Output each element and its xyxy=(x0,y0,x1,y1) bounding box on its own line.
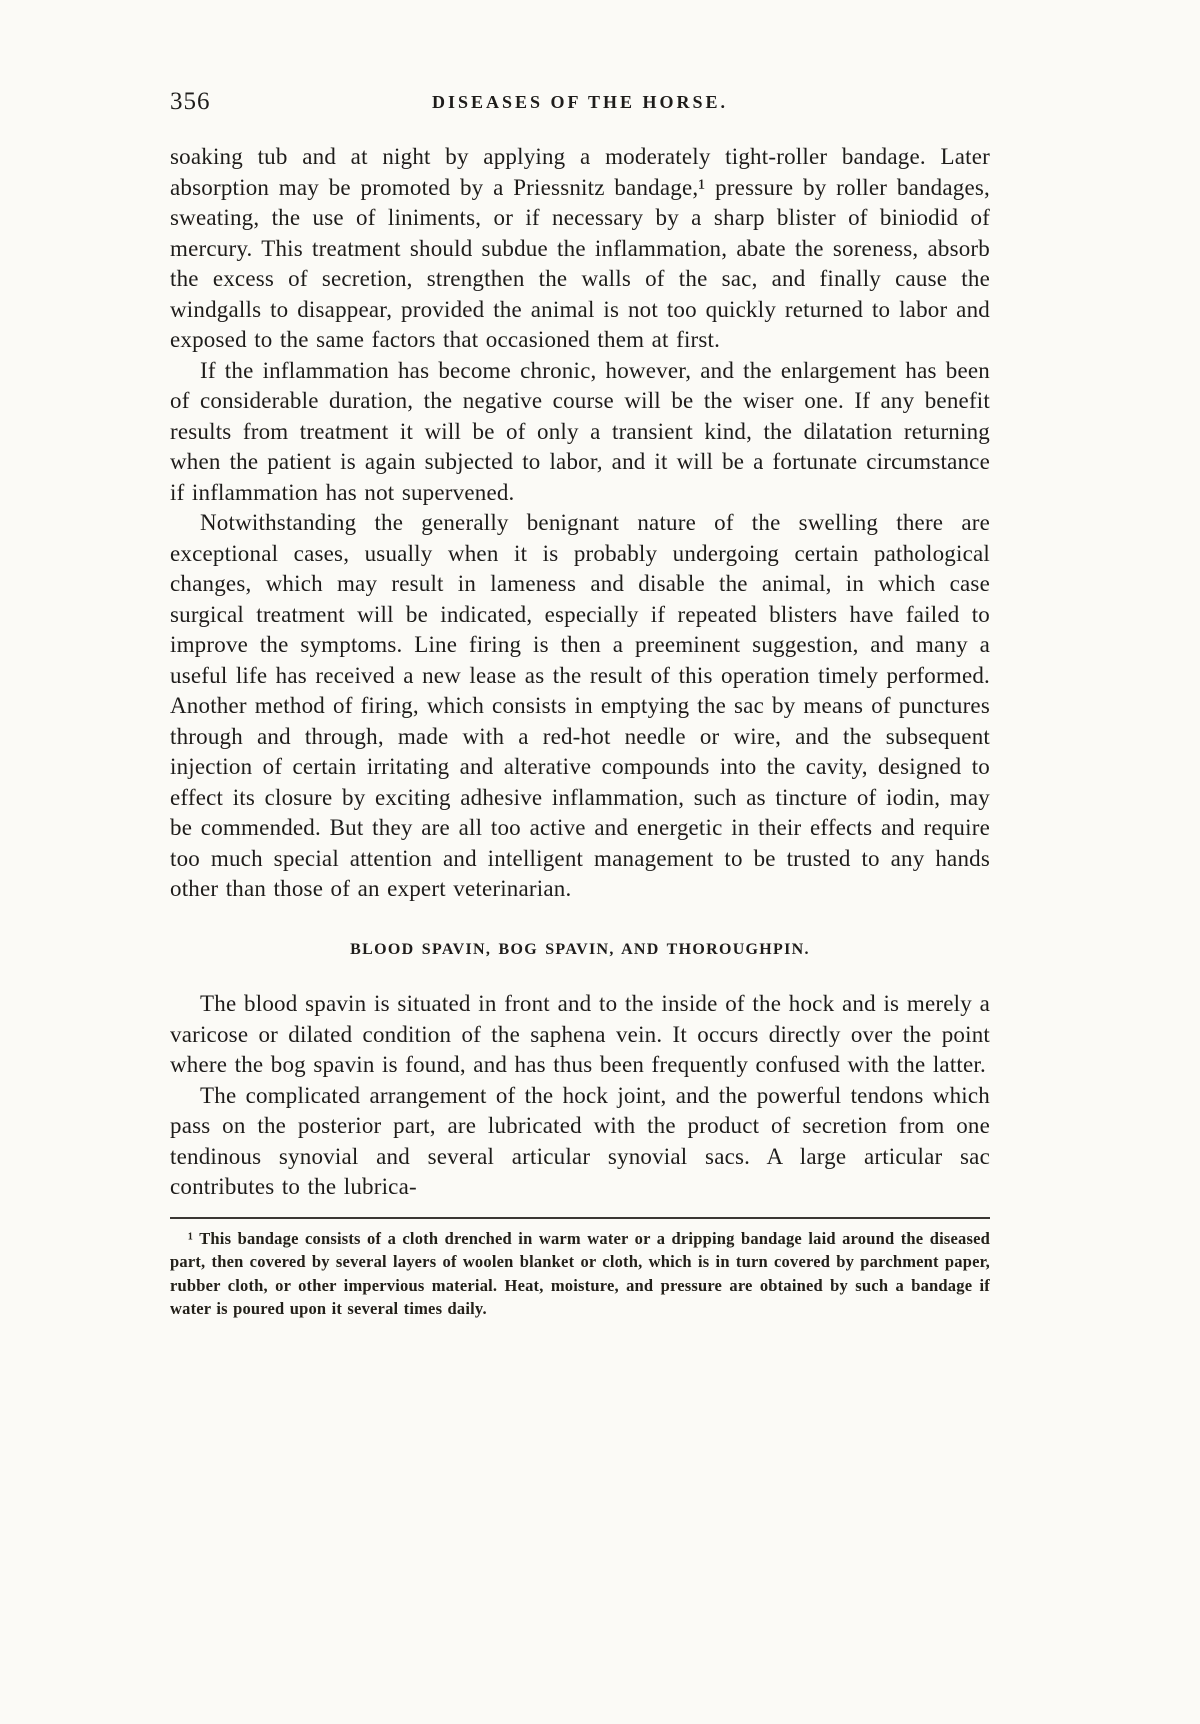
section-heading: BLOOD SPAVIN, BOG SPAVIN, AND THOROUGHPIN. xyxy=(350,940,810,958)
paragraph: The complicated arrangement of the hock joint, and the powerful tendons which pass on the posterior part, are lubricated with the product of secretion from one tendinous synovial and several articular synovial sacs. A large articular sac contributes to the lubrica- xyxy=(170,1082,990,1199)
page-number: 356 xyxy=(170,88,211,115)
running-title: DISEASES OF THE HORSE. xyxy=(431,92,729,112)
paragraph: The blood spavin is situated in front and to the inside of the hock and is merely a varicose or dilated condition of the saphena vein. It occurs directly over the point where the bog spavin is found, and has thus been frequently confused with the latter. xyxy=(170,991,990,1077)
page-header xyxy=(170,88,990,120)
footnote-divider xyxy=(170,1217,990,1219)
paragraph: Notwithstanding the generally benignant nature of the swelling there are exceptional cases, usually when it is probably undergoing certain pathological changes, which may result in lameness and disable the animal, in which case surgical treatment will be indicated, especially if repeated blisters have failed to improve the symptoms. Line firing is then a preeminent suggestion, and many a useful life has received a new lease as the result of this operation timely performed. Another method of firing, which consists in emptying the sac by means of punctures through and through, made with a red-hot needle or wire, and the subsequent injection of certain irritating and alterative compounds into the cavity, designed to effect its closure by exciting adhesive inflammation, such as tincture of iodin, may be commended. But they are all too active and energetic in their effects and require too much special attention and intelligent management to be trusted to any hands other than those of an expert veterinarian. xyxy=(170,510,990,901)
footnote: ¹ This bandage consists of a cloth drenched in warm water or a dripping bandage laid around the diseased part, then covered by several layers of woolen blanket or cloth, which is in turn covered by parchment paper, rubber cloth, or other impervious material. Heat, moisture, and pressure are obtained by such a bandage if water is poured upon it several times daily. xyxy=(170,1228,990,1318)
paragraph-continuation: soaking tub and at night by applying a moderately tight-roller bandage. Later absorption may be promoted by a Priessnitz bandage,¹ pressure by roller bandages, sweating, the use of liniments, or if necessary by a sharp blister of biniodid of mercury. This treatment should subdue the inflammation, abate the soreness, absorb the excess of secretion, strengthen the walls of the sac, and finally cause the windgalls to disappear, provided the animal is not too quickly returned to labor and exposed to the same factors that occasioned them at first. xyxy=(170,144,990,352)
text-column xyxy=(170,142,990,1321)
paragraph: If the inflammation has become chronic, however, and the enlargement has been of considerable duration, the negative course will be the wiser one. If any benefit results from treatment it will be of only a transient kind, the dilatation returning when the patient is again subjected to labor, and it will be a fortunate circumstance if inflammation has not supervened. xyxy=(170,357,990,505)
